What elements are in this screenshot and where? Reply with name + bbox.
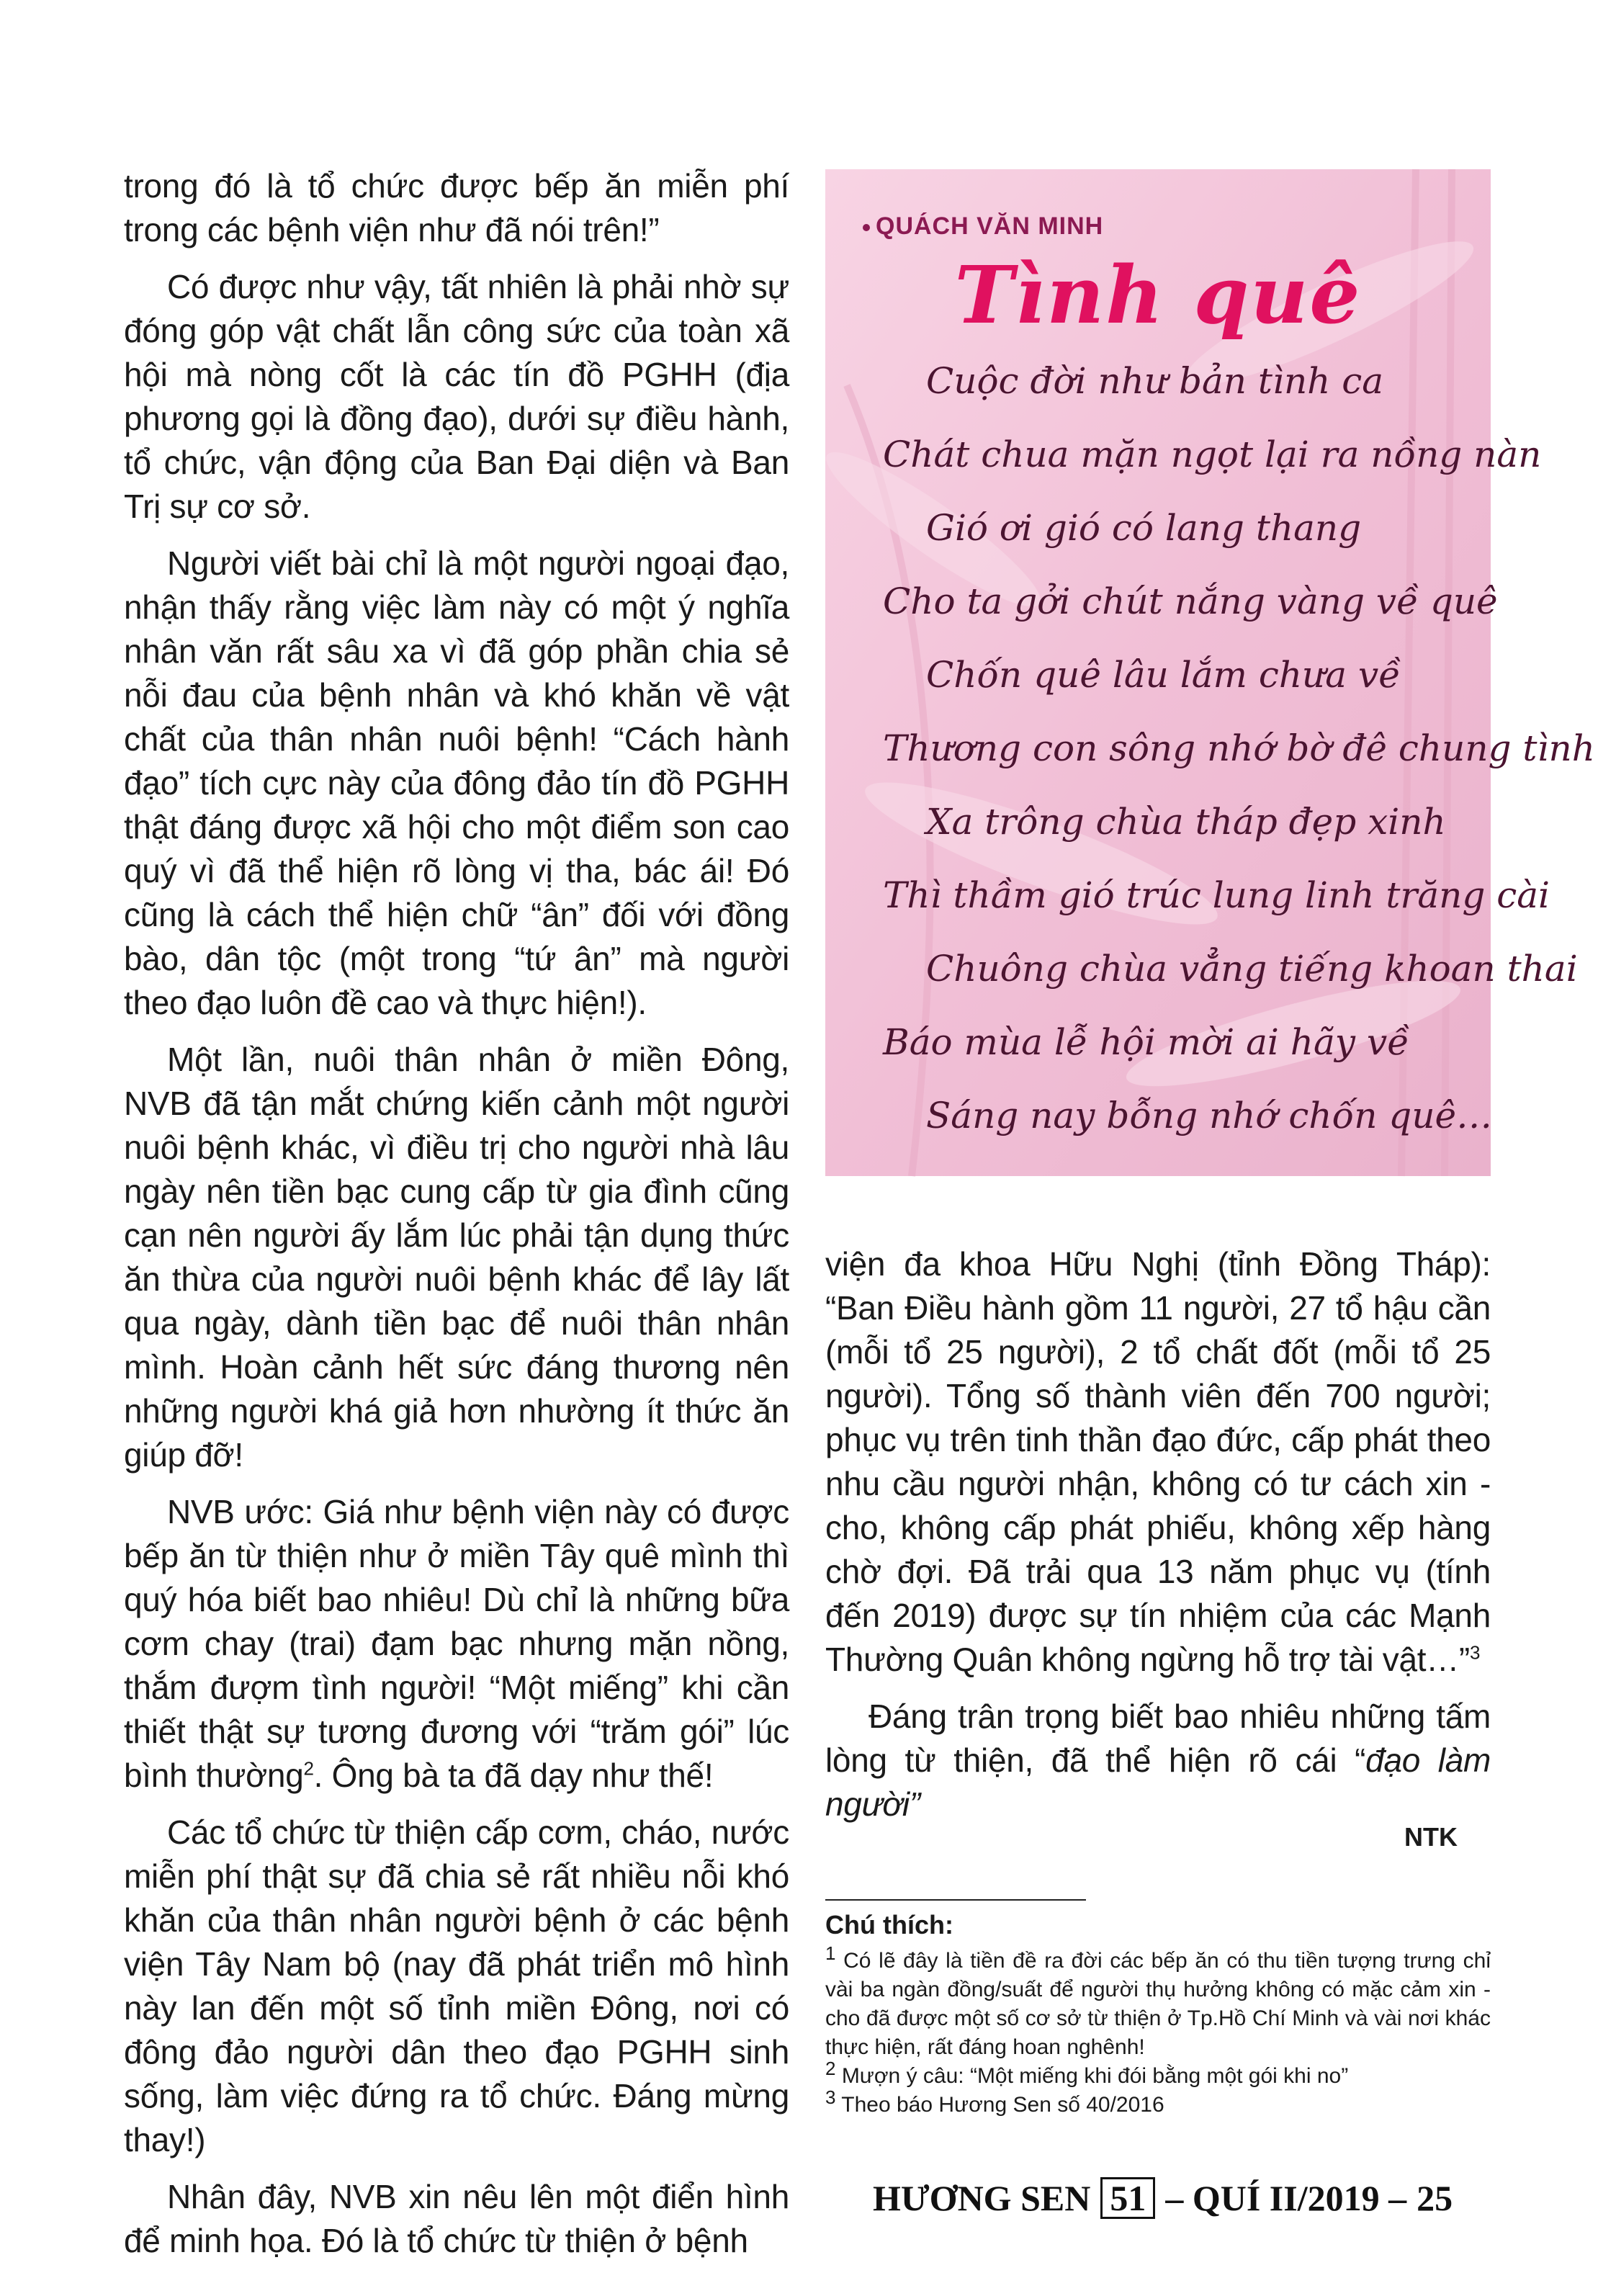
paragraph xyxy=(124,1490,789,1798)
poem-line: Cuộc đời như bản tình ca xyxy=(926,360,1384,402)
footnotes-title: Chú thích: xyxy=(825,1910,953,1940)
poem-line: Chát chua mặn ngọt lại ra nồng nàn xyxy=(883,434,1542,475)
author-byline: NTK xyxy=(1404,1822,1458,1852)
footnote-number: 3 xyxy=(825,2086,836,2108)
bullet-icon xyxy=(863,224,870,231)
page-number: 25 xyxy=(1417,2178,1453,2218)
footnote-ref: 3 xyxy=(1469,1641,1481,1664)
paragraph-text: viện đa khoa Hữu Nghị (tỉnh Đồng Tháp): “Ban Điều hành gồm 11 người, 27 tổ hậu cần (mỗi tổ 25 người), 2 tổ chất đốt (mỗi tổ 25 người). Tổng số thành viên đến 700 người; phục vụ trên tinh thần đạo đức, cấp phát theo nhu cầu người nhận, không có tư cách xin - cho, không cấp phát phiếu, không xếp hàng chờ đợi. Đã trải qua 13 năm phục vụ (tính đến 2019) được sự tín nhiệm của các Mạnh Thường Quân không ngừng hỗ trợ tài vật…” xyxy=(825,1245,1491,1678)
paragraph: Có được như vậy, tất nhiên là phải nhờ sự đóng góp vật chất lẫn công sức của toàn xã hội mà nòng cốt là các tín đồ PGHH (địa phương gọi là đồng đạo), dưới sự điều hành, tổ chức, vận động của Ban Đại diện và Ban Trị sự cơ sở. xyxy=(124,268,789,525)
poem-line: Chuông chùa vẳng tiếng khoan thai xyxy=(926,948,1578,990)
footnotes xyxy=(825,1942,1491,2120)
footnote-number: 2 xyxy=(825,2058,836,2079)
page-footer xyxy=(873,2176,1453,2220)
right-text-column xyxy=(825,1242,1491,1826)
footnote xyxy=(825,2058,1491,2091)
poem-line: Thương con sông nhớ bờ đê chung tình xyxy=(883,727,1595,769)
paragraph-text: Đáng trân trọng biết bao nhiêu những tấm lòng từ thiện, đã thể hiện rõ cái “ xyxy=(825,1698,1491,1779)
paragraph: Nhân đây, NVB xin nêu lên một điển hình để minh họa. Đó là tổ chức từ thiện ở bệnh xyxy=(124,2178,789,2259)
italic-phrase: đạo làm người” xyxy=(825,1741,1491,1823)
footnote xyxy=(825,1942,1491,2062)
footnote-divider xyxy=(825,1899,1086,1901)
poem-line: Báo mùa lễ hội mời ai hãy về xyxy=(883,1021,1409,1063)
issue-number: 51 xyxy=(1100,2177,1155,2219)
footnote-text: Theo báo Hương Sen số 40/2016 xyxy=(841,2093,1164,2117)
paragraph-text: . Ông bà ta đã dạy như thế! xyxy=(313,1757,714,1794)
poem-line: Xa trông chùa tháp đẹp xinh xyxy=(926,801,1446,843)
poem-author: QUÁCH VĂN MINH xyxy=(876,212,1104,240)
poem-line: Sáng nay bỗng nhớ chốn quê… xyxy=(926,1095,1493,1136)
left-text-column xyxy=(124,164,789,2263)
issue-period: – QUÍ II/2019 – xyxy=(1165,2178,1407,2218)
poem-line: Gió ơi gió có lang thang xyxy=(926,507,1362,549)
paragraph: Một lần, nuôi thân nhân ở miền Đông, NVB đã tận mắt chứng kiến cảnh một người nuôi bệnh khác, vì điều trị cho người nhà lâu ngày nên tiền bạc cung cấp từ gia đình cũng cạn nên người ấy lắm lúc phải tận dụng thức ăn thừa của người nuôi bệnh khác để lây lất qua ngày, dành tiền bạc để nuôi thân nhân mình. Hoàn cảnh hết sức đáng thương nên những người khá giả hơn nhường ít thức ăn giúp đỡ! xyxy=(124,1041,789,1474)
footnote-ref: 2 xyxy=(303,1757,314,1780)
paragraph-text: NVB ước: Giá như bệnh viện này có được bếp ăn từ thiện như ở miền Tây quê mình thì quý hóa biết bao nhiêu! Dù chỉ là những bữa cơm chay (trai) đạm bạc nhưng mặn nồng, thắm đượm tình người! “Một miếng” khi cần thiết thật sự tương đương với “trăm gói” lúc bình thường xyxy=(124,1493,789,1794)
paragraph: Các tổ chức từ thiện cấp cơm, cháo, nước miễn phí thật sự đã chia sẻ rất nhiều nỗi khó khăn của thân nhân người bệnh ở các bệnh viện Tây Nam bộ (nay đã phát triển mô hình này lan đến một số tỉnh miền Đông, nơi có đông đảo người dân theo đạo PGHH sinh sống, làm việc đứng ra tổ chức. Đáng mừng thay!) xyxy=(124,1813,789,2158)
footnote xyxy=(825,2086,1491,2120)
paragraph xyxy=(825,1695,1491,1826)
poem-line: Cho ta gởi chút nắng vàng về quê xyxy=(883,580,1498,622)
poem-title: Tình quê xyxy=(954,248,1362,341)
paragraph: trong đó là tổ chức được bếp ăn miễn phí trong các bệnh viện như đã nói trên!” xyxy=(124,167,789,248)
poem-box xyxy=(825,169,1595,1176)
footnote-text: Mượn ý câu: “Một miếng khi đói bằng một gói khi no” xyxy=(841,2064,1349,2088)
paragraph xyxy=(825,1242,1491,1682)
poem-line: Chốn quê lâu lắm chưa về xyxy=(926,654,1401,696)
footnote-text: Có lẽ đây là tiền đề ra đời các bếp ăn có thu tiền tượng trưng chỉ vài ba ngàn đồng/suất để người thụ hưởng không có mặc cảm xin - cho đã được một số cơ sở từ thiện ở Tp.Hồ Chí Minh và vài nơi khác thực hiện, rất đáng hoan nghênh! xyxy=(825,1949,1491,2059)
paragraph: Người viết bài chỉ là một người ngoại đạo, nhận thấy rằng việc làm này có một ý nghĩa nhân văn rất sâu xa vì đã góp phần chia sẻ nỗi đau của bệnh nhân và khó khăn về vật chất của thân nhân nuôi bệnh! “Cách hành đạo” tích cực này của đông đảo tín đồ PGHH thật đáng được xã hội cho một điểm son cao quý vì đã thể hiện rõ lòng vị tha, bác ái! Đó cũng là cách thể hiện chữ “ân” đối với đồng bào, dân tộc (một trong “tứ ân” mà người theo đạo luôn đề cao và thực hiện!). xyxy=(124,544,789,1021)
footnote-number: 1 xyxy=(825,1942,836,1964)
magazine-name: HƯƠNG SEN xyxy=(873,2178,1091,2218)
poem-line: Thì thầm gió trúc lung linh trăng cài xyxy=(883,874,1550,916)
